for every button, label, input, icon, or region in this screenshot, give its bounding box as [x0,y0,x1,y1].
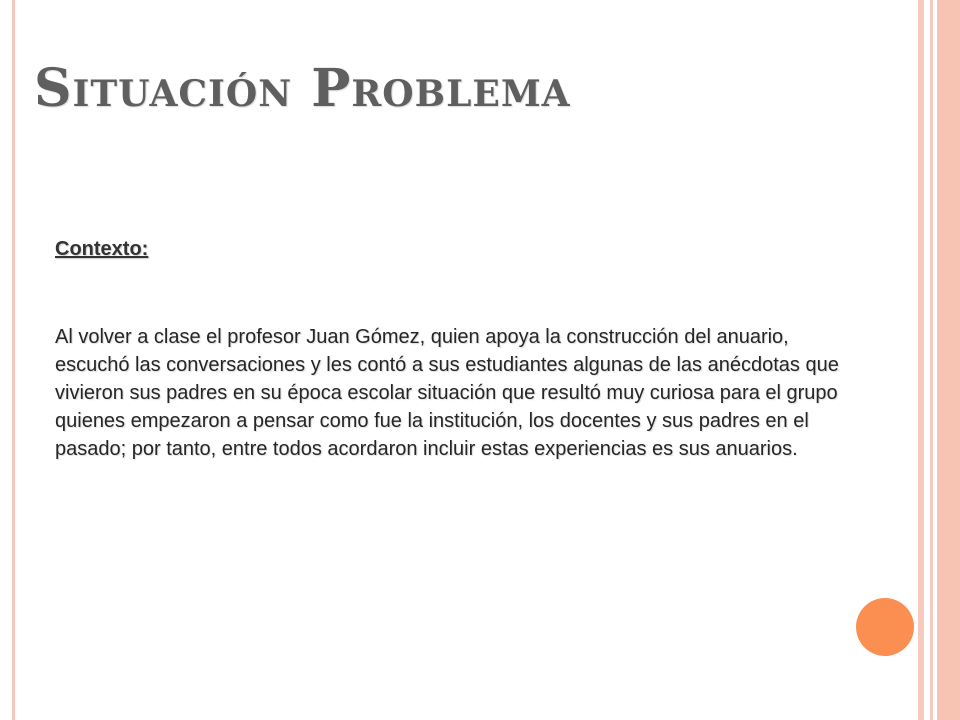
orange-circle-decoration [856,598,914,656]
context-body-text: Al volver a clase el profesor Juan Gómez, quien apoya la construcción del anuario, escuchó las conversaciones y les contó a sus estudiantes algunas de las anécdotas que vivieron sus padres en su época escolar situación que resultó muy curiosa para el grupo quienes empezaron a pensar como fue la institución, los docentes y sus padres en el pasado; por tanto, entre todos acordaron incluir estas experiencias es sus anuarios. [55,326,839,460]
right-stripe-3 [937,0,960,720]
left-border-line [12,0,15,720]
slide-title: Situación Problema [34,58,571,119]
context-label: Contexto: [55,238,149,260]
